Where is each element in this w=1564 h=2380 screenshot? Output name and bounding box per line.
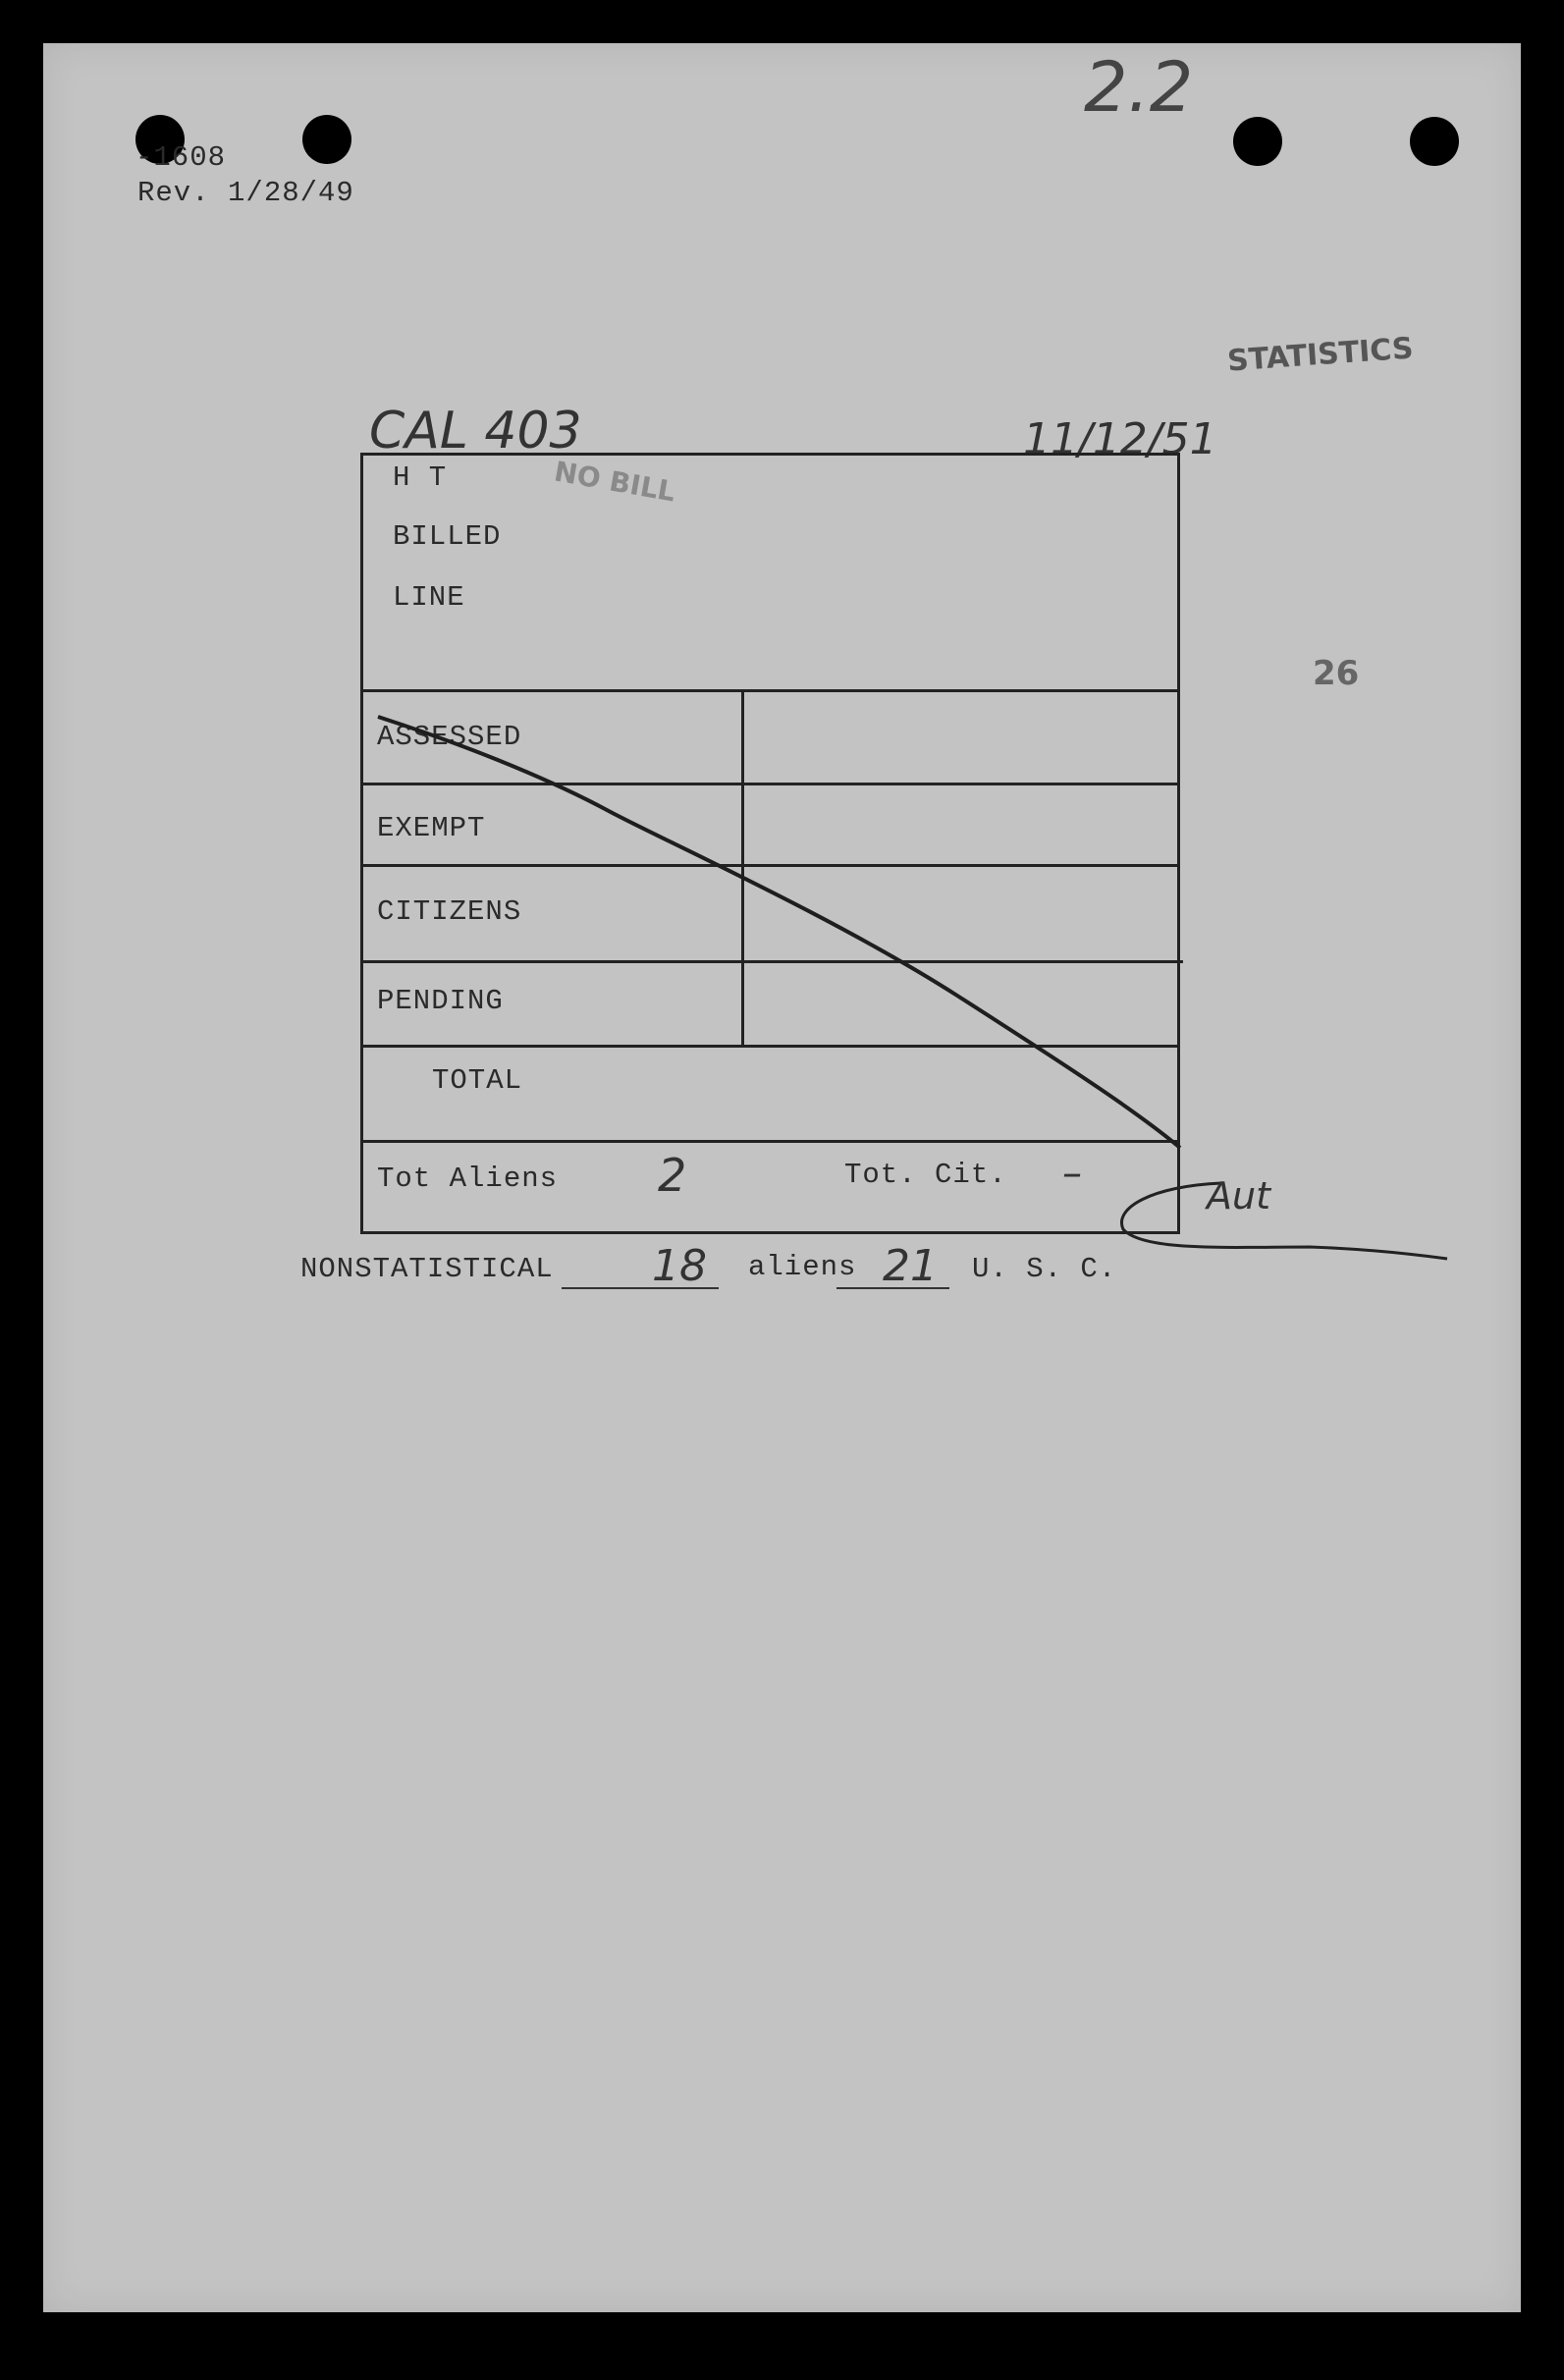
form-revision: Rev. 1/28/49 <box>137 177 354 209</box>
tot-cit-value: – <box>1062 1151 1082 1196</box>
initials: Aut <box>1207 1174 1270 1217</box>
label-nonstatistical: NONSTATISTICAL <box>300 1253 554 1285</box>
punch-hole-center <box>302 115 351 164</box>
label-pending: PENDING <box>377 985 504 1017</box>
label-tot-cit: Tot. Cit. <box>844 1159 1007 1191</box>
punch-hole-right-1 <box>1233 117 1282 166</box>
cross-out-line <box>363 456 1183 1237</box>
handwritten-code: CAL 403 <box>369 402 582 460</box>
nonstatistical-value: 18 <box>652 1241 707 1291</box>
handwritten-date: 11/12/51 <box>1023 414 1217 464</box>
statistics-stamp: STATISTICS <box>1226 331 1415 379</box>
label-aliens: aliens <box>748 1251 857 1283</box>
no-bill-stamp: NO BILL <box>552 455 678 509</box>
form-number: -1608 <box>135 141 227 174</box>
initials-flourish <box>1113 1168 1447 1276</box>
tot-aliens-value: 2 <box>658 1149 687 1202</box>
label-billed: BILLED <box>393 520 502 553</box>
usc-value: 21 <box>883 1241 938 1291</box>
label-assessed: ASSESSED <box>377 721 522 753</box>
label-total: TOTAL <box>432 1064 523 1097</box>
label-ht: H T <box>393 461 448 494</box>
label-usc: U. S. C. <box>972 1253 1117 1285</box>
label-tot-aliens: Tot Aliens <box>377 1163 559 1195</box>
statistics-table <box>360 453 1180 1234</box>
handwritten-top-mark: 2.2 <box>1084 47 1194 128</box>
page-number-stamp: 26 <box>1313 654 1360 693</box>
document-page <box>43 43 1521 2312</box>
punch-hole-right-2 <box>1410 117 1459 166</box>
label-exempt: EXEMPT <box>377 812 486 844</box>
label-citizens: CITIZENS <box>377 895 522 928</box>
label-line: LINE <box>393 581 465 614</box>
